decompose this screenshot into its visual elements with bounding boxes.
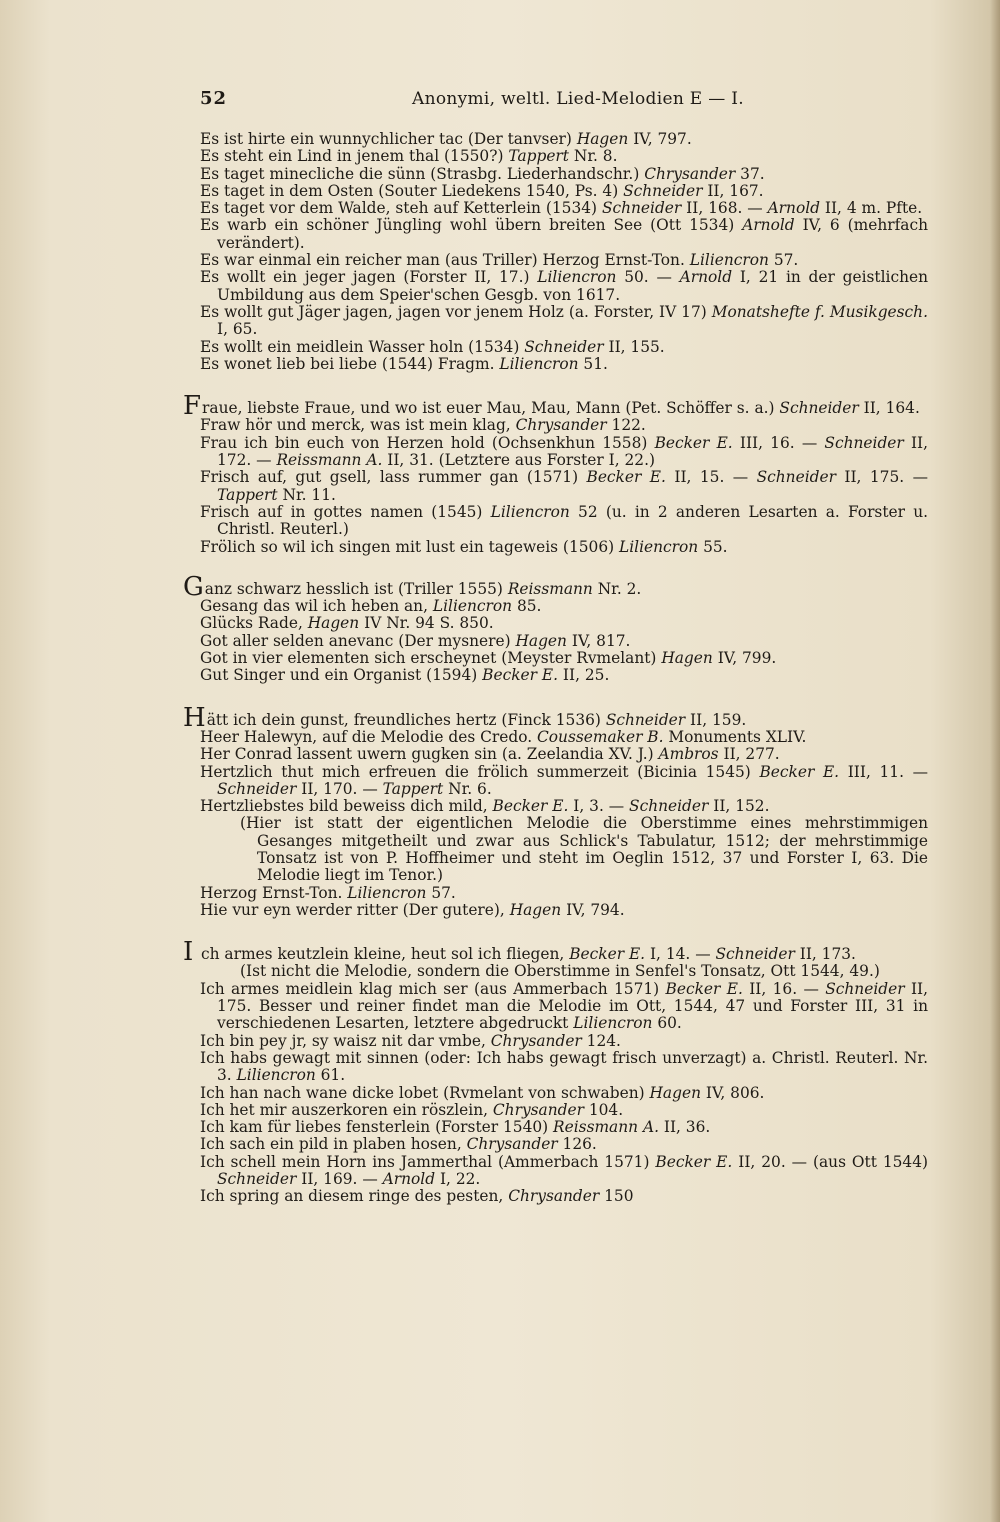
entry-text: Gesang das wil ich heben an, [200, 597, 433, 616]
section-spacer [200, 556, 928, 579]
section-spacer [200, 373, 928, 398]
entry-text: Ich habs gewagt mit sinnen (oder: Ich habs gewagt frisch unverzagt) a. Christl. Reuterl. Nr. 3. [200, 1048, 928, 1085]
source-reference: Coussemaker B. [537, 727, 664, 746]
entry-text: ätt ich dein gunst, freundliches hertz (Finck 1536) [206, 710, 606, 729]
entry-text: Glücks Rade, [200, 614, 308, 633]
index-entry [200, 504, 928, 539]
source-reference: Hagen [307, 614, 360, 633]
entry-text: 104. [583, 1100, 624, 1119]
index-entry [200, 615, 928, 632]
source-reference: Monatshefte f. Musikgesch. [711, 302, 928, 321]
entry-text: 57. [426, 883, 456, 902]
entry-text: Her Conrad lassent uwern gugken sin (a. Zeelandia XV. J.) [200, 745, 659, 764]
entry-text: 150 [599, 1187, 634, 1206]
index-entry [200, 417, 928, 434]
index-section-g [183, 556, 928, 685]
entry-text: 57. [768, 251, 799, 270]
entry-text: 60. [652, 1014, 682, 1033]
source-reference: Schneider [605, 710, 686, 729]
index-entry [200, 1136, 928, 1153]
entry-text: II, 167. [702, 181, 764, 200]
source-reference: Schneider [715, 945, 795, 964]
source-reference: Chrysander [644, 164, 736, 183]
entry-text: raue, liebste Fraue, und wo ist euer Mau, Mau, Mann (Pet. Schöffer s. a.) [202, 399, 780, 418]
index-body [183, 130, 929, 1206]
page-number: 52 [200, 88, 228, 109]
source-reference: Schneider [524, 337, 604, 356]
index-entry [200, 1119, 928, 1136]
initial-letter: F [183, 391, 202, 422]
index-entry [200, 148, 928, 165]
entry-text: Ich bin pey jr, sy waisz nit dar vmbe, [200, 1031, 491, 1050]
source-reference: Arnold [767, 199, 820, 218]
section-spacer [200, 685, 928, 710]
index-entry [200, 798, 928, 815]
entry-text: (Hier ist statt der eigentlichen Melodie die Oberstimme eines mehrstimmigen Gesanges mitgetheilt und zwar aus Schlick's Tabulatur, 1512; der mehrstimmige Tonsatz ist von P. Hoffheimer und steht im Oeglin 1512, 37 und Forster I, 63. Die Melodie liegt im Tenor.) [240, 814, 928, 885]
index-entry [200, 746, 928, 763]
entry-text: II, 31. (Letztere aus Forster I, 22.) [382, 451, 655, 470]
source-reference: Becker E. [654, 433, 733, 452]
source-reference: Arnold [382, 1170, 436, 1189]
index-entry [200, 1188, 928, 1205]
entry-text: II, 173. [794, 945, 856, 964]
entry-text: Ich spring an diesem ringe des pesten, [200, 1187, 509, 1206]
entry-text: II, 4 m. Pfte. [820, 199, 923, 218]
index-section-f [183, 373, 928, 556]
entry-text: I, 3. — [568, 797, 630, 816]
source-reference: Liliencron [347, 883, 427, 902]
entry-text: IV Nr. 94 S. 850. [359, 614, 494, 633]
entry-text: ch armes keutzlein kleine, heut sol ich fliegen, [201, 945, 570, 964]
index-entry [200, 1033, 928, 1050]
index-section-h [183, 685, 928, 920]
entry-text: Es steht ein Lind in jenem thal (1550?) [200, 147, 509, 166]
source-reference: Chrysander [490, 1031, 582, 1050]
index-entry [200, 252, 928, 269]
entry-text: Es wollt ein jeger jagen (Forster II, 17.) [200, 268, 538, 287]
index-entry [200, 469, 928, 504]
page-header [200, 88, 930, 116]
source-reference: Hagen [515, 631, 567, 650]
index-entry [200, 217, 928, 252]
source-reference: Schneider [623, 181, 703, 200]
source-reference: Reissmann A. [553, 1118, 659, 1137]
entry-text: 126. [557, 1135, 597, 1154]
entry-text: 52 (u. in 2 anderen Lesarten a. Forster u. Christl. Reuterl.) [217, 502, 928, 539]
source-reference: Becker E. [665, 979, 743, 998]
entry-text: II, 169. — [296, 1170, 383, 1189]
entry-text: 51. [578, 354, 608, 373]
index-entry [200, 304, 928, 339]
source-reference: Schneider [629, 797, 709, 816]
initial-letter: H [183, 702, 206, 733]
entry-text: II, 25. [558, 666, 610, 685]
entry-note [200, 963, 928, 980]
entry-text: Es ist hirte ein wunnychlicher tac (Der tanvser) [200, 130, 577, 148]
index-entry [200, 1154, 928, 1189]
source-reference: Becker E. [586, 468, 666, 487]
index-entry [200, 633, 928, 650]
index-entry [200, 269, 928, 304]
source-reference: Chrysander [508, 1187, 600, 1206]
index-entry [200, 981, 928, 1033]
source-reference: Arnold [679, 268, 733, 287]
entry-text: Nr. 6. [443, 779, 492, 798]
index-entry [200, 667, 928, 684]
entry-text: III, 11. — [839, 762, 928, 781]
entry-text: anz schwarz hesslich ist (Triller 1555) [204, 579, 508, 598]
source-reference: Schneider [825, 979, 905, 998]
entry-text: Es taget minecliche die sünn (Strasbg. Liederhandschr.) [200, 164, 645, 183]
source-reference: Chrysander [466, 1135, 558, 1154]
entry-note [200, 815, 928, 884]
entry-text: Es wollt ein meidlein Wasser holn (1534) [200, 337, 525, 356]
source-reference: Reissmann [507, 579, 593, 598]
entry-text: Got aller selden anevanc (Der mysnere) [200, 631, 516, 650]
entry-text: 122. [606, 416, 646, 435]
index-entry [200, 764, 928, 799]
entry-text: Es wonet lieb bei liebe (1544) Fragm. [200, 354, 500, 373]
source-reference: Hagen [649, 1083, 701, 1102]
entry-text: Frölich so wil ich singen mit lust ein tageweis (1506) [200, 537, 620, 556]
entry-text: Heer Halewyn, auf die Melodie des Credo. [200, 727, 537, 746]
entry-text: I, 22. [435, 1170, 481, 1189]
entry-text: Nr. 8. [568, 147, 618, 166]
source-reference: Liliencron [689, 251, 769, 270]
entry-text: II, 155. [603, 337, 665, 356]
source-reference: Liliencron [236, 1066, 316, 1085]
source-reference: Liliencron [619, 537, 699, 556]
source-reference: Reissmann A. [276, 451, 383, 470]
entry-text: (Ist nicht die Melodie, sondern die Oberstimme in Senfel's Tonsatz, Ott 1544, 49.) [240, 962, 880, 981]
source-reference: Ambros [658, 745, 719, 764]
entry-text: Hertzliebstes bild beweiss dich mild, [200, 797, 493, 816]
entry-text: II, 15. — [665, 468, 757, 487]
source-reference: Becker E. [655, 1152, 733, 1171]
index-section-i [183, 919, 928, 1206]
entry-text: I, 65. [217, 320, 258, 339]
entry-text: IV, 6 (mehrfach verändert). [217, 216, 929, 252]
source-reference: Chrysander [515, 416, 607, 435]
entry-text: II, 168. — [681, 199, 768, 218]
section-spacer [200, 919, 928, 944]
index-entry [183, 571, 928, 602]
source-reference: Arnold [742, 216, 795, 235]
entry-text: Frisch auf, gut gsell, lass rummer gan (1571) [200, 468, 587, 487]
source-reference: Liliencron [490, 502, 570, 521]
entry-text: 37. [735, 164, 765, 183]
entry-text: I, 14. — [645, 945, 716, 964]
entry-text: IV, 806. [701, 1083, 765, 1102]
source-reference: Chrysander [492, 1100, 584, 1119]
entry-text: Ich het mir auszerkoren ein röszlein, [200, 1100, 493, 1119]
index-entry: Ich armes keutzlein kleine, heut sol ich fliegen, Becker E. I, 14. — Schneider II, 173. [183, 937, 856, 968]
entry-text: I, 21 in der geistlichen Umbildung aus dem Speier'schen Gesgb. von 1617. [217, 268, 928, 304]
entry-text: Es taget vor dem Walde, steh auf Ketterlein (1534) [200, 199, 602, 218]
index-entry [200, 166, 928, 183]
entry-text: Monuments XLIV. [663, 727, 807, 746]
source-reference: Liliencron [432, 597, 513, 616]
index-entry [200, 131, 928, 148]
source-reference: Schneider [217, 779, 297, 798]
entry-text: II, 16. — [742, 979, 826, 998]
entry-text: IV, 799. [712, 649, 777, 668]
source-reference: Becker E. [492, 797, 569, 816]
entry-text: II, 164. [858, 399, 920, 418]
entry-text: III, 16. — [732, 433, 825, 452]
index-entry [200, 1050, 928, 1085]
page-edge-shadow [990, 0, 1000, 1522]
index-entry [200, 885, 928, 902]
index-entry [200, 650, 928, 667]
entry-text: Frisch auf in gottes namen (1545) [200, 502, 491, 521]
index-entry [200, 200, 928, 217]
entry-text: Es warb ein schöner Jüngling wohl übern breiten See (Ott 1534) [200, 216, 743, 235]
index-entry [200, 902, 928, 919]
initial-letter: G [183, 571, 204, 602]
source-reference: Schneider [824, 433, 904, 452]
entry-text: 124. [581, 1031, 621, 1050]
source-reference: Tappert [382, 779, 444, 798]
source-reference: Tappert [508, 147, 569, 166]
entry-text: Herzog Ernst-Ton. [200, 883, 348, 902]
entry-text: Ich schell mein Horn ins Jammerthal (Ammerbach 1571) [200, 1152, 656, 1171]
index-entry [183, 391, 928, 422]
index-entry [183, 702, 928, 733]
entry-text: II, 175. — [835, 468, 928, 487]
index-entry [200, 1085, 928, 1102]
index-entry [200, 356, 928, 373]
index-entry [200, 598, 928, 615]
index-entry [200, 729, 928, 746]
source-reference: Schneider [601, 199, 682, 218]
entry-text: Frau ich bin euch von Herzen hold (Ochsenkhun 1558) [200, 433, 655, 452]
entry-text: Es wollt gut Jäger jagen, jagen vor jenem Holz (a. Forster, IV 17) [200, 302, 712, 321]
entry-text: Ich han nach wane dicke lobet (Rvmelant von schwaben) [200, 1083, 650, 1102]
entry-text: IV, 797. [628, 130, 692, 148]
entry-text: Nr. 11. [277, 485, 336, 504]
source-reference: Hagen [661, 649, 713, 668]
entry-text: II, 152. [708, 797, 770, 816]
entry-text: II, 159. [685, 710, 747, 729]
entry-text: II, 175. Besser und reiner findet man die Melodie im Ott, 1544, 47 und Forster III, 31 in verschiedenen Lesarten, letztere abgedruckt [217, 979, 928, 1033]
source-reference: Becker E. [482, 666, 559, 685]
source-reference: Schneider [756, 468, 836, 487]
entry-text: 50. — [616, 268, 680, 287]
index-entry [200, 539, 928, 556]
index-entry [200, 1102, 928, 1119]
entry-text: Fraw hör und merck, was ist mein klag, [200, 416, 516, 435]
source-reference: Liliencron [537, 268, 617, 287]
entry-text: II, 172. — [217, 433, 928, 470]
running-title: Anonymi, weltl. Lied-Melodien E — I. [412, 89, 744, 109]
entry-text: 55. [698, 537, 728, 556]
source-reference: Hagen [509, 900, 562, 919]
entry-text: IV, 817. [566, 631, 631, 650]
source-reference: Liliencron [499, 354, 579, 373]
entry-text: II, 277. [718, 745, 780, 764]
index-entry [200, 435, 928, 470]
entry-text: Es taget in dem Osten (Souter Liedekens 1540, Ps. 4) [200, 181, 624, 200]
entry-text: Hie vur eyn werder ritter (Der gutere), [200, 900, 510, 919]
index-section-e [200, 131, 928, 373]
source-reference: Becker E. [759, 762, 840, 781]
index-entry [200, 183, 928, 200]
entry-text: IV, 794. [561, 900, 625, 919]
entry-text: Ich kam für liebes fensterlein (Forster 1540) [200, 1118, 554, 1137]
source-reference: Tappert [217, 485, 278, 504]
entry-text: II, 170. — [296, 779, 383, 798]
entry-text: Got in vier elementen sich erscheynet (Meyster Rvmelant) [200, 649, 662, 668]
source-reference: Schneider [217, 1170, 297, 1189]
source-reference: Schneider [779, 399, 859, 418]
source-reference: Liliencron [573, 1014, 653, 1033]
entry-text: Es war einmal ein reicher man (aus Triller) Herzog Ernst-Ton. [200, 251, 690, 270]
entry-text: Gut Singer und ein Organist (1594) [200, 666, 483, 685]
entry-text: Nr. 2. [592, 579, 642, 598]
source-reference: Hagen [576, 130, 629, 148]
entry-text: Ich sach ein pild in plaben hosen, [200, 1135, 467, 1154]
entry-text: 85. [512, 597, 542, 616]
entry-text: Hertzlich thut mich erfreuen die frölich summerzeit (Bicinia 1545) [200, 762, 760, 781]
entry-text: Ich armes meidlein klag mich ser (aus Ammerbach 1571) [200, 979, 666, 998]
index-entry [200, 339, 928, 356]
entry-text: II, 36. [658, 1118, 711, 1137]
entry-text: 61. [315, 1066, 346, 1085]
source-reference: Becker E. [569, 945, 646, 964]
entry-text: II, 20. — (aus Ott 1544) [732, 1152, 928, 1171]
